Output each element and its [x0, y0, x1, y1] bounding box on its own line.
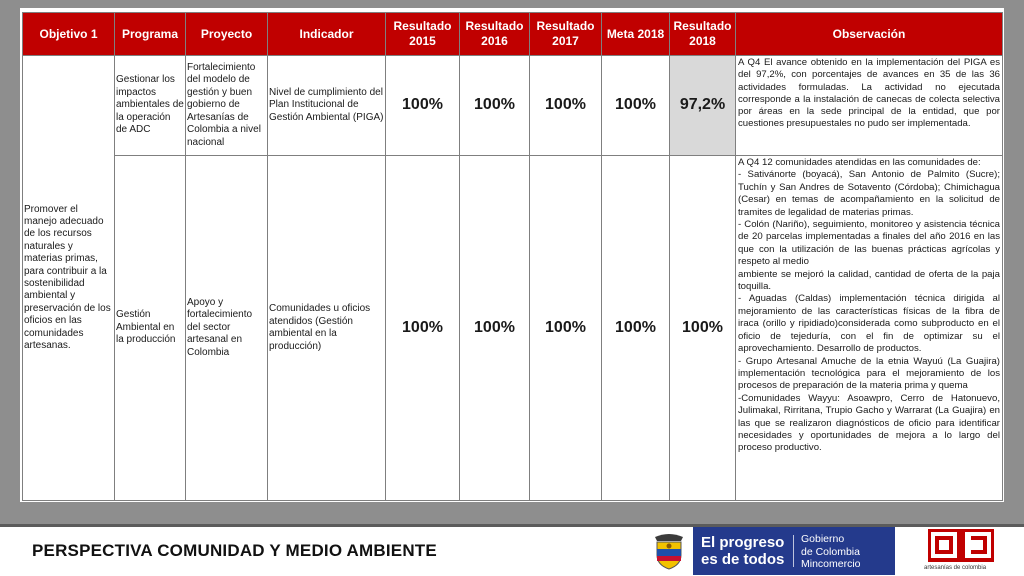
observacion-line: - Grupo Artesanal Amuche de la etnia Wayuú (La Guajira) implementación tecnológica para el mejoramiento de los procesos de preparación de la materia prima y quema [738, 355, 1000, 392]
header-objetivo: Objetivo 1 [23, 13, 115, 56]
artesanias-logo [922, 527, 1002, 575]
artesanias-logo-icon [928, 529, 994, 565]
government-banner [645, 527, 895, 575]
header-meta-2018: Meta 2018 [602, 13, 670, 56]
resultado-2018-cell: 97,2% [670, 56, 736, 156]
government-line: de Colombia [801, 545, 860, 558]
meta-2018-cell: 100% [602, 56, 670, 156]
slogan-line: es de todos [701, 551, 785, 568]
observacion-cell: A Q4 El avance obtenido en la implementación del PIGA es del 97,2%, con porcentajes de avances en 35 de las 36 actividades formuladas. La actividad no ejecutada corresponde a la instalación de canecas de colecta selectiva por áreas en la sede principal de la entidad, que por cuestiones presupuestales no pudo ser implementada. [736, 56, 1003, 156]
header-programa: Programa [115, 13, 186, 56]
banner-divider [793, 535, 794, 567]
government-line: Mincomercio [801, 558, 861, 570]
resultado-2018-cell: 100% [670, 156, 736, 501]
results-table [22, 12, 1003, 501]
observacion-line: -Comunidades Wayyu: Asoawpro, Cerro de Hatonuevo, Julimakal, Rirritana, Trupio Gacho y Warrarat (La Guajira) en las que se realizaron diagnósticos de oficio para identificar necesidades y oportunidades de mejora a lo largo del proceso productivo. [738, 392, 1000, 454]
artesanias-label: artesanías de colombia [924, 565, 987, 571]
proyecto-cell: Fortalecimiento del modelo de gestión y buen gobierno de Artesanías de Colombia a nivel nacional [186, 56, 268, 156]
indicador-cell: Nivel de cumplimiento del Plan Institucional de Gestión Ambiental (PIGA) [268, 56, 386, 156]
slogan [701, 534, 784, 568]
page-title: PERSPECTIVA COMUNIDAD Y MEDIO AMBIENTE [32, 541, 437, 560]
coat-of-arms-icon [645, 527, 693, 575]
header-resultado-2016: Resultado 2016 [460, 13, 530, 56]
header-observacion: Observación [736, 13, 1003, 56]
header-resultado-2015: Resultado 2015 [386, 13, 460, 56]
government-line: Gobierno [801, 533, 845, 545]
meta-2018-cell: 100% [602, 156, 670, 501]
observacion-cell [736, 156, 1003, 501]
objetivo-cell: Promover el manejo adecuado de los recursos naturales y materias primas, para contribuir a la sostenibilidad ambiental y preservación de los oficios en las comunidades artesanas. [23, 56, 115, 501]
resultado-2017-cell: 100% [530, 156, 602, 501]
observacion-line: - Aguadas (Caldas) implementación técnica dirigida al mejoramiento de las características físicas de la fibra de iraca (orillo y ripidiado)considerada como subproducto en el oficio de tejeduría, con el fin de optimizar su el aprovechamiento. Desarrollo de productos. [738, 293, 1000, 355]
header-proyecto: Proyecto [186, 13, 268, 56]
government-label [801, 533, 861, 571]
resultado-2016-cell: 100% [460, 56, 530, 156]
header-resultado-2018: Resultado 2018 [670, 13, 736, 56]
slogan-line: El progreso [701, 534, 785, 551]
observacion-line: A Q4 12 comunidades atendidas en las comunidades de: [738, 157, 981, 168]
table-row [23, 156, 1003, 501]
resultado-2017-cell: 100% [530, 56, 602, 156]
programa-cell: Gestionar los impactos ambientales de la operación de ADC [115, 56, 186, 156]
resultado-2015-cell: 100% [386, 56, 460, 156]
table-header-row [23, 13, 1003, 56]
header-indicador: Indicador [268, 13, 386, 56]
programa-cell: Gestión Ambiental en la producción [115, 156, 186, 501]
observacion-line: - Colón (Nariño), seguimiento, monitoreo y asistencia técnica de 20 parcelas implementadas a finales del año 2016 en las que con la utilización de las buenas prácticas agrícolas y respeto al medio [738, 219, 1000, 268]
resultado-2015-cell: 100% [386, 156, 460, 501]
observacion-line: ambiente se mejoró la calidad, cantidad de oferta de la paja toquilla. [738, 268, 1000, 293]
header-resultado-2017: Resultado 2017 [530, 13, 602, 56]
proyecto-cell: Apoyo y fortalecimiento del sector artesanal en Colombia [186, 156, 268, 501]
observacion-line: - Sativánorte (boyacá), San Antonio de Palmito (Sucre); Tuchín y San Andres de Sotavento (Córdoba); Chimichagua (Cesar) en temas de acompañamiento en la solicitud de tramites de legalidad de materias primas. [738, 169, 1000, 218]
table-row [23, 56, 1003, 156]
indicador-cell: Comunidades u oficios atendidos (Gestión ambiental en la producción) [268, 156, 386, 501]
resultado-2016-cell: 100% [460, 156, 530, 501]
